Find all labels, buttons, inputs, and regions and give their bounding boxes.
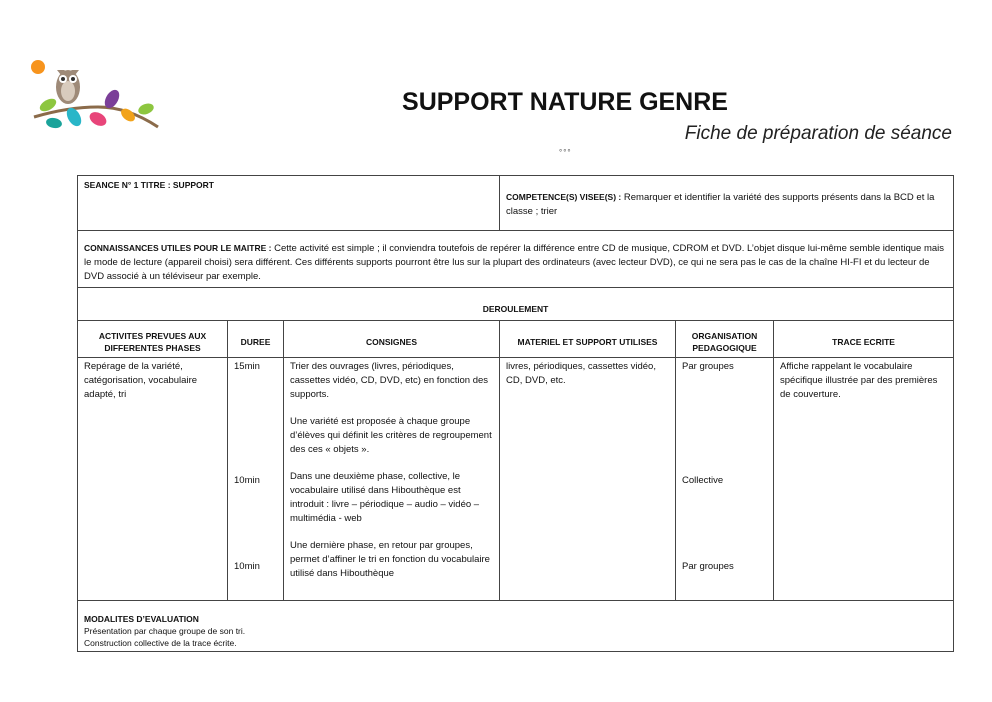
owl-icon	[56, 70, 80, 104]
consignes-cell	[284, 358, 500, 601]
col-header-materiel: MATERIEL ET SUPPORT UTILISES	[500, 321, 676, 358]
organisation-phase1: Par groupes	[682, 361, 734, 372]
competence-text: Remarquer et identifier la variété des supports présents dans la BCD et la classe ; trier	[506, 192, 935, 217]
seance-title-cell: SEANCE N° 1 TITRE : SUPPORT	[78, 176, 500, 231]
deroulement-heading: DEROULEMENT	[78, 288, 954, 321]
duree-cell	[228, 358, 284, 601]
organisation-phase3: Par groupes	[682, 561, 734, 572]
decorative-dots: °°°	[559, 148, 572, 157]
connaissances-row	[78, 231, 954, 288]
duree-phase1: 15min	[234, 361, 260, 372]
document-title: SUPPORT NATURE GENRE	[402, 88, 728, 116]
consigne-phase1a: Trier des ouvrages (livres, périodiques, cassettes vidéo, CD, DVD, etc) en fonction des supports.	[290, 361, 489, 400]
duree-phase3: 10min	[234, 561, 260, 572]
lesson-plan-table	[77, 175, 954, 652]
col-header-activites: ACTIVITES PREVUES AUX DIFFERENTES PHASES	[78, 321, 228, 358]
deroulement-row	[78, 288, 954, 321]
leaf-lime	[137, 102, 155, 117]
seance-row	[78, 176, 954, 231]
evaluation-line1: Présentation par chaque groupe de son tri.	[84, 626, 246, 636]
col-header-organisation: ORGANISATION PEDAGOGIQUE	[676, 321, 774, 358]
activite-text: Repérage de la variété, catégorisation, vocabulaire adapté, tri	[84, 361, 198, 400]
evaluation-cell	[78, 601, 954, 652]
leaf-teal	[45, 117, 62, 130]
column-header-row	[78, 321, 954, 358]
connaissances-label: CONNAISSANCES UTILES POUR LE MAITRE :	[84, 243, 272, 253]
duree-phase2: 10min	[234, 475, 260, 486]
col-header-consignes: CONSIGNES	[284, 321, 500, 358]
activite-cell	[78, 358, 228, 601]
consigne-phase3: Une dernière phase, en retour par groupes, permet d’affiner le tri en fonction du vocabulaire utilisé dans Hibouthèque	[290, 540, 490, 579]
leaf-pink	[87, 109, 109, 128]
competence-cell	[500, 176, 954, 231]
sun-dot	[31, 60, 45, 74]
materiel-text: livres, périodiques, cassettes vidéo, CD, DVD, etc.	[506, 361, 656, 386]
materiel-cell	[500, 358, 676, 601]
organisation-cell	[676, 358, 774, 601]
trace-cell	[774, 358, 954, 601]
activities-row	[78, 358, 954, 601]
connaissances-cell	[78, 231, 954, 288]
consigne-phase2: Dans une deuxième phase, collective, le vocabulaire utilisé dans Hibouthèque est introduit : livre – périodique – audio – vidéo – multimédia - web	[290, 471, 480, 524]
lesson-plan-table-container	[77, 175, 953, 652]
evaluation-label: MODALITES D’EVALUATION	[84, 614, 199, 624]
competence-label: COMPETENCE(S) VISEE(S) :	[506, 192, 622, 202]
connaissances-text: Cette activité est simple ; il conviendra toutefois de repérer la différence entre CD de musique, CDROM et DVD. L’objet disque lui-même semble identique mais le mode de lecture (appareil choisi) sera différent. Ces différents supports pourront être lus sur la plupart des ordinateurs (avec lecteur DVD), ce qui ne sera pas le cas de la chaîne HI-FI et du lecteur de DVD associé à un téléviseur par exemple.	[84, 243, 945, 282]
organisation-phase2: Collective	[682, 475, 724, 486]
trace-text: Affiche rappelant le vocabulaire spécifique illustrée par des premières de couverture.	[780, 361, 938, 400]
evaluation-row	[78, 601, 954, 652]
evaluation-line2: Construction collective de la trace écrite.	[84, 638, 237, 648]
owl-branch-logo	[28, 55, 168, 145]
consigne-phase1b: Une variété est proposée à chaque groupe d’élèves qui définit les critères de regroupement des ces « objets ».	[290, 416, 492, 455]
col-header-duree: DUREE	[228, 321, 284, 358]
document-subtitle: Fiche de préparation de séance	[684, 123, 952, 144]
col-header-trace: TRACE ECRITE	[774, 321, 954, 358]
